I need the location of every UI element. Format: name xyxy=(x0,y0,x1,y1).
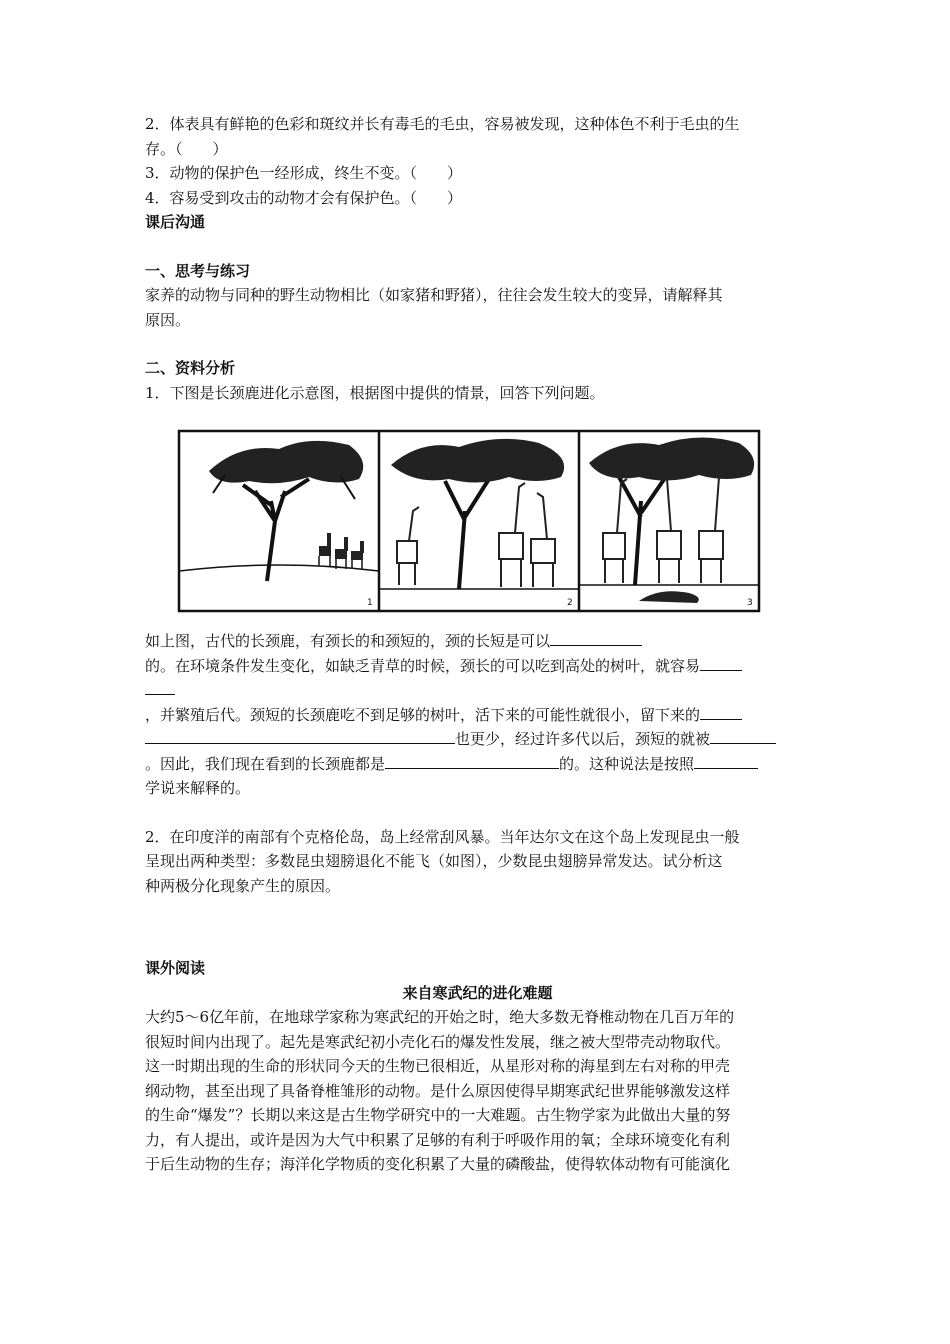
fill-text-5b: 的。这种说法是按照 xyxy=(559,754,695,773)
reading-line-2: 很短时间内出现了。起先是寒武纪初小壳化石的爆发性发展，继之被大型带壳动物取代。 xyxy=(145,1032,731,1051)
blank-3b[interactable] xyxy=(145,727,455,744)
judgment-q4: 4．容易受到攻击的动物才会有保护色。（ ） xyxy=(145,188,463,207)
reading-line-1: 大约5～6亿年前，在地球学家称为寒武纪的开始之时，绝大多数无脊椎动物在几百万年的 xyxy=(145,1008,735,1026)
fill-text-6: 学说来解释的。 xyxy=(145,779,251,797)
reading-title: 来自寒武纪的进化难题 xyxy=(402,983,553,1002)
part2-q2-line3: 种两极分化现象产生的原因。 xyxy=(145,876,341,895)
fill-text-3: ，并繁殖后代。颈短的长颈鹿吃不到足够的树叶，活下来的可能性就很小，留下来的 xyxy=(145,705,701,724)
blank-2a[interactable] xyxy=(700,654,742,671)
fill-text-5a: 。因此，我们现在看到的长颈鹿都是 xyxy=(145,754,386,773)
section-extra-reading: 课外阅读 xyxy=(145,959,206,977)
fill-text-1: 如上图，古代的长颈鹿，有颈长的和颈短的，颈的长短是可以 xyxy=(145,632,551,650)
document-page xyxy=(145,112,810,1177)
fill-line-2 xyxy=(145,654,810,679)
giraffe-evolution-figure xyxy=(159,421,763,613)
fill-line-4 xyxy=(145,727,810,752)
blank-5a[interactable] xyxy=(385,752,559,769)
fill-line-3 xyxy=(145,703,810,728)
fill-text-2: 的。在环境条件发生变化，如缺乏青草的时候，颈长的可以吃到高处的树叶，就容易 xyxy=(145,656,701,675)
reading-line-7: 于后生动物的生存；海洋化学物质的变化积累了大量的磷酸盐，使得软体动物有可能演化 xyxy=(145,1155,731,1173)
part2-title: 二、资料分析 xyxy=(145,359,236,377)
panel-1-label: 1 xyxy=(367,598,373,608)
part2-q2-line2: 呈现出两种类型：多数昆虫翅膀退化不能飞（如图），少数昆虫翅膀异常发达。试分析这 xyxy=(145,852,723,870)
blank-3a[interactable] xyxy=(700,703,742,720)
blank-5b[interactable] xyxy=(694,752,758,769)
fill-line-2b xyxy=(145,678,810,703)
reading-line-5: 的生命“爆发”？长期以来这是古生物学研究中的一大难题。古生物学家为此做出大量的努 xyxy=(145,1106,731,1124)
blank-1[interactable] xyxy=(550,629,642,646)
part1-line2: 原因。 xyxy=(145,310,191,329)
reading-line-4: 纲动物，甚至出现了具备脊椎雏形的动物。是什么原因使得早期寒武纪世界能够激发这样 xyxy=(145,1081,731,1100)
section-after-class: 课后沟通 xyxy=(145,213,206,231)
judgment-q2-line1: 2．体表具有鲜艳的色彩和斑纹并长有毒毛的毛虫，容易被发现，这种体色不利于毛虫的生 xyxy=(145,115,740,133)
part2-q2-line1: 2．在印度洋的南部有个克格伦岛，岛上经常刮风暴。当年达尔文在这个岛上发现昆虫一般 xyxy=(145,827,740,846)
reading-line-6: 力，有人提出，或许是因为大气中积累了足够的有利于呼吸作用的氧；全球环境变化有利 xyxy=(145,1130,731,1149)
panel-3-label: 3 xyxy=(747,598,753,608)
part1-title: 一、思考与练习 xyxy=(145,261,251,280)
judgment-q2-line2: 存。（ ） xyxy=(145,139,228,158)
part1-line1: 家养的动物与同种的野生动物相比（如家猪和野猪），往往会发生较大的变异，请解释其 xyxy=(145,286,723,304)
fill-text-4: 也更少，经过许多代以后，颈短的就被 xyxy=(455,730,711,748)
part2-q1-intro: 1．下图是长颈鹿进化示意图，根据图中提供的情景，回答下列问题。 xyxy=(145,383,605,402)
fill-line-5 xyxy=(145,752,810,777)
panel-2-label: 2 xyxy=(567,598,573,608)
blank-2b[interactable] xyxy=(145,678,175,695)
blank-4[interactable] xyxy=(710,727,776,744)
reading-line-3: 这一时期出现的生命的形状同今天的生物已很相近，从星形对称的海星到左右对称的甲壳 xyxy=(145,1057,731,1075)
judgment-q3: 3．动物的保护色一经形成，终生不变。（ ） xyxy=(145,164,463,182)
fill-line-1 xyxy=(145,629,810,654)
